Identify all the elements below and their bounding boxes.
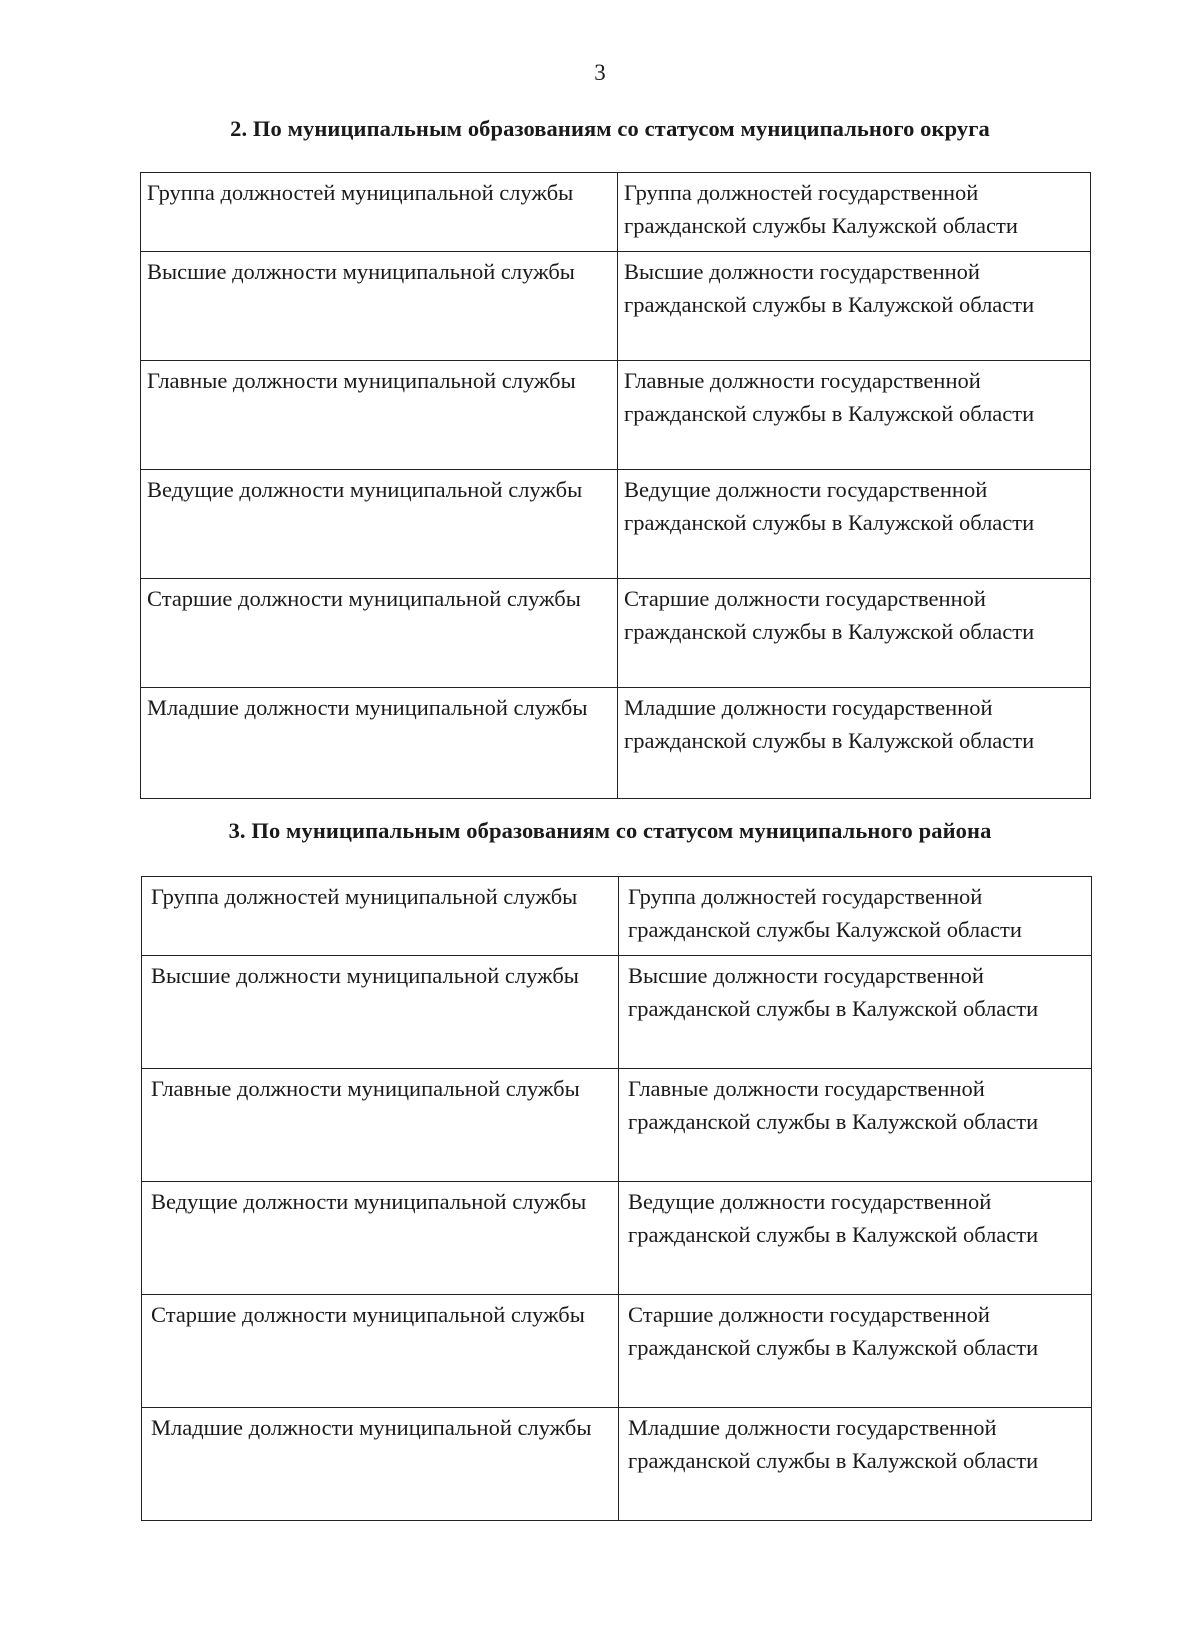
- table-cell: Группа должностей муниципальной службы: [141, 173, 618, 252]
- table-cell: Высшие должности государственной гражданской службы в Калужской области: [619, 956, 1092, 1069]
- table-cell: Главные должности государственной гражданской службы в Калужской области: [619, 1069, 1092, 1182]
- table-cell: Младшие должности государственной гражданской службы в Калужской области: [619, 1408, 1092, 1521]
- table-cell: Высшие должности муниципальной службы: [141, 252, 618, 361]
- table-cell: Старшие должности государственной гражданской службы в Калужской области: [619, 1295, 1092, 1408]
- table-cell: Главные должности муниципальной службы: [142, 1069, 619, 1182]
- table-row: [142, 1182, 1092, 1295]
- table-cell: Группа должностей муниципальной службы: [142, 877, 619, 956]
- table-cell: Ведущие должности государственной гражданской службы в Калужской области: [619, 1182, 1092, 1295]
- table-row: [141, 579, 1091, 688]
- table-row: [142, 1408, 1092, 1521]
- table-cell: Главные должности государственной гражданской службы в Калужской области: [618, 361, 1091, 470]
- table-row: [142, 1295, 1092, 1408]
- table-cell: Старшие должности муниципальной службы: [141, 579, 618, 688]
- table-cell: Ведущие должности муниципальной службы: [141, 470, 618, 579]
- table-cell: Главные должности муниципальной службы: [141, 361, 618, 470]
- table-row: [141, 361, 1091, 470]
- table-row: [141, 252, 1091, 361]
- table-cell: Группа должностей государственной гражданской службы Калужской области: [619, 877, 1092, 956]
- table-row: [142, 956, 1092, 1069]
- table-header-row: [142, 877, 1092, 956]
- table-cell: Группа должностей государственной гражданской службы Калужской области: [618, 173, 1091, 252]
- correspondence-table-municipal-district: [140, 172, 1091, 799]
- table-cell: Высшие должности муниципальной службы: [142, 956, 619, 1069]
- table-header-row: [141, 173, 1091, 252]
- section-title-municipal-region: 3. По муниципальным образованиям со статусом муниципального района: [228, 818, 992, 843]
- table-cell: Младшие должности муниципальной службы: [141, 688, 618, 799]
- table-cell: Старшие должности государственной гражданской службы в Калужской области: [618, 579, 1091, 688]
- page-number: 3: [594, 60, 606, 85]
- table-row: [142, 1069, 1092, 1182]
- table-cell: Ведущие должности государственной гражданской службы в Калужской области: [618, 470, 1091, 579]
- table-cell: Младшие должности государственной гражданской службы в Калужской области: [618, 688, 1091, 799]
- section-title-municipal-district: 2. По муниципальным образованиям со статусом муниципального округа: [230, 116, 990, 141]
- table-cell: Ведущие должности муниципальной службы: [142, 1182, 619, 1295]
- table-row: [141, 688, 1091, 799]
- table-cell: Младшие должности муниципальной службы: [142, 1408, 619, 1521]
- correspondence-table-municipal-region: [141, 876, 1092, 1521]
- table-cell: Старшие должности муниципальной службы: [142, 1295, 619, 1408]
- table-row: [141, 470, 1091, 579]
- table-cell: Высшие должности государственной гражданской службы в Калужской области: [618, 252, 1091, 361]
